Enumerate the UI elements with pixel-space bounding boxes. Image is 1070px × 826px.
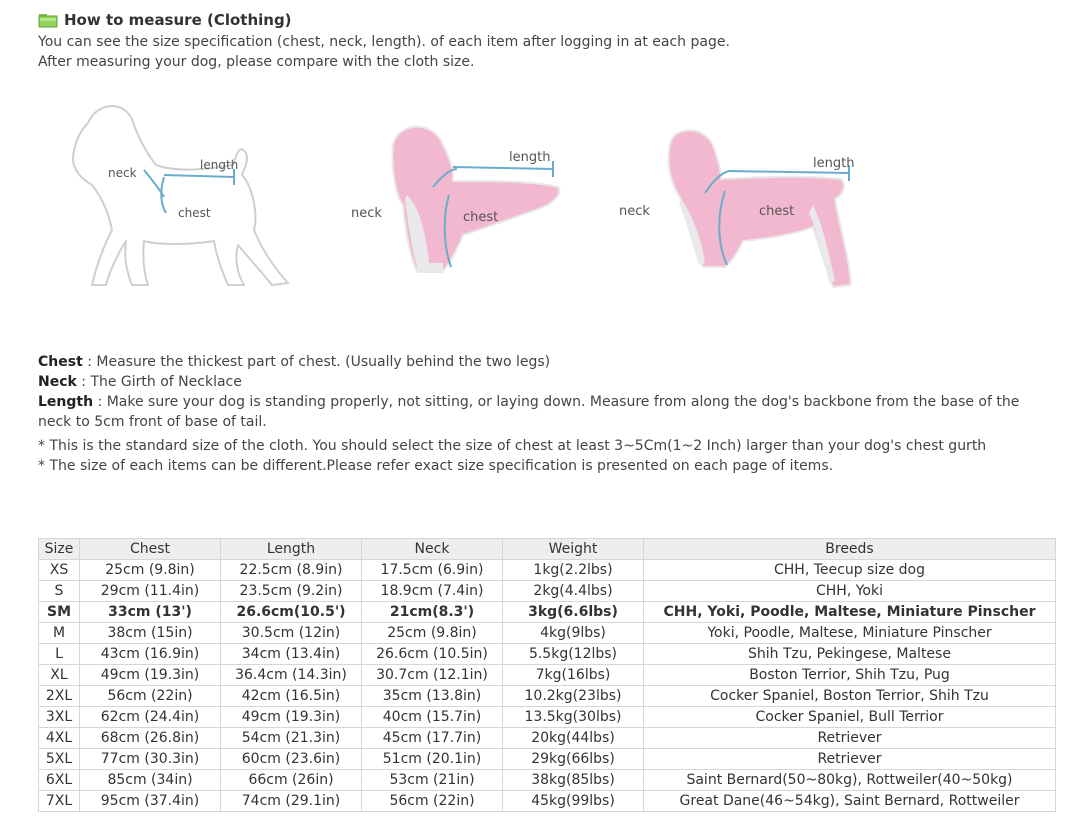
cell-weight: 10.2kg(23lbs) — [503, 686, 644, 707]
cell-weight: 38kg(85lbs) — [503, 770, 644, 791]
cell-weight: 7kg(16lbs) — [503, 665, 644, 686]
table-row — [39, 602, 1056, 623]
jumpsuit-chest-label: chest — [759, 204, 795, 219]
neck-text: : The Girth of Necklace — [76, 374, 242, 390]
cell-weight: 29kg(66lbs) — [503, 749, 644, 770]
table-row — [39, 728, 1056, 749]
cell-size: SM — [39, 602, 80, 623]
cell-breeds: CHH, Yoki — [644, 581, 1056, 602]
header-chest: Chest — [80, 539, 221, 560]
table-row — [39, 644, 1056, 665]
cell-neck: 53cm (21in) — [362, 770, 503, 791]
folder-icon — [38, 12, 58, 28]
dog-chest-label: chest — [178, 206, 211, 220]
cell-chest: 77cm (30.3in) — [80, 749, 221, 770]
cell-breeds: Retriever — [644, 749, 1056, 770]
cell-size: 7XL — [39, 791, 80, 812]
table-row — [39, 707, 1056, 728]
header-breeds: Breeds — [644, 539, 1056, 560]
cell-size: S — [39, 581, 80, 602]
cell-neck: 25cm (9.8in) — [362, 623, 503, 644]
jumpsuit-length-label: length — [813, 156, 855, 171]
cell-weight: 20kg(44lbs) — [503, 728, 644, 749]
neck-definition — [38, 372, 1038, 392]
cell-weight: 4kg(9lbs) — [503, 623, 644, 644]
cell-breeds: Saint Bernard(50~80kg), Rottweiler(40~50kg) — [644, 770, 1056, 791]
size-table-header — [39, 539, 1056, 560]
length-definition — [38, 392, 1038, 432]
cell-chest: 29cm (11.4in) — [80, 581, 221, 602]
note-size-varies: * The size of each items can be different.Please refer exact size specification is presented on each page of items. — [38, 458, 834, 474]
cell-chest: 33cm (13') — [80, 602, 221, 623]
cell-size: 3XL — [39, 707, 80, 728]
table-row — [39, 623, 1056, 644]
cell-length: 22.5cm (8.9in) — [221, 560, 362, 581]
table-row — [39, 560, 1056, 581]
note-standard-size: * This is the standard size of the cloth. You should select the size of chest at least 3~5Cm(1~2 Inch) larger than your dog's chest gurth — [38, 438, 987, 454]
dog-neck-label: neck — [108, 166, 137, 180]
cell-length: 74cm (29.1in) — [221, 791, 362, 812]
header-neck: Neck — [362, 539, 503, 560]
cell-neck: 26.6cm (10.5in) — [362, 644, 503, 665]
cell-neck: 56cm (22in) — [362, 791, 503, 812]
intro-line-1: You can see the size specification (chest, neck, length). of each item after logging in at each page. — [38, 34, 730, 50]
cell-neck: 30.7cm (12.1in) — [362, 665, 503, 686]
cell-neck: 40cm (15.7in) — [362, 707, 503, 728]
cell-breeds: Great Dane(46~54kg), Saint Bernard, Rottweiler — [644, 791, 1056, 812]
cell-breeds: CHH, Teecup size dog — [644, 560, 1056, 581]
vest-neck-label: neck — [351, 206, 382, 221]
notes — [38, 436, 1038, 476]
cell-neck: 21cm(8.3') — [362, 602, 503, 623]
measurement-figures — [38, 95, 1038, 305]
header-length: Length — [221, 539, 362, 560]
table-row — [39, 770, 1056, 791]
cell-size: M — [39, 623, 80, 644]
cell-size: 4XL — [39, 728, 80, 749]
measurement-definitions — [38, 352, 1038, 476]
intro-line-2: After measuring your dog, please compare with the cloth size. — [38, 54, 475, 70]
cell-chest: 43cm (16.9in) — [80, 644, 221, 665]
vest-length-label: length — [509, 150, 551, 165]
cell-chest: 68cm (26.8in) — [80, 728, 221, 749]
cell-chest: 95cm (37.4in) — [80, 791, 221, 812]
cell-size: 5XL — [39, 749, 80, 770]
chest-text: : Measure the thickest part of chest. (Usually behind the two legs) — [82, 354, 551, 370]
cell-size: 2XL — [39, 686, 80, 707]
dog-outline-figure — [48, 95, 318, 295]
cell-breeds: CHH, Yoki, Poodle, Maltese, Miniature Pinscher — [644, 602, 1056, 623]
table-row — [39, 791, 1056, 812]
cell-size: XL — [39, 665, 80, 686]
cell-length: 60cm (23.6in) — [221, 749, 362, 770]
cell-weight: 2kg(4.4lbs) — [503, 581, 644, 602]
cell-size: L — [39, 644, 80, 665]
title-row — [38, 9, 1058, 31]
cell-length: 36.4cm (14.3in) — [221, 665, 362, 686]
table-row — [39, 581, 1056, 602]
cell-length: 42cm (16.5in) — [221, 686, 362, 707]
cell-breeds: Shih Tzu, Pekingese, Maltese — [644, 644, 1056, 665]
cell-length: 34cm (13.4in) — [221, 644, 362, 665]
cell-neck: 18.9cm (7.4in) — [362, 581, 503, 602]
cell-length: 23.5cm (9.2in) — [221, 581, 362, 602]
length-term: Length — [38, 394, 94, 410]
table-row — [39, 686, 1056, 707]
cell-length: 30.5cm (12in) — [221, 623, 362, 644]
cell-size: 6XL — [39, 770, 80, 791]
page-title: How to measure (Clothing) — [64, 11, 292, 29]
cell-weight: 1kg(2.2lbs) — [503, 560, 644, 581]
cell-length: 54cm (21.3in) — [221, 728, 362, 749]
header-weight: Weight — [503, 539, 644, 560]
cell-breeds: Cocker Spaniel, Bull Terrior — [644, 707, 1056, 728]
neck-term: Neck — [38, 374, 77, 390]
chest-term: Chest — [38, 354, 83, 370]
cell-weight: 5.5kg(12lbs) — [503, 644, 644, 665]
cell-neck: 17.5cm (6.9in) — [362, 560, 503, 581]
cell-weight: 45kg(99lbs) — [503, 791, 644, 812]
cell-breeds: Boston Terrior, Shih Tzu, Pug — [644, 665, 1056, 686]
cell-neck: 35cm (13.8in) — [362, 686, 503, 707]
header-size: Size — [39, 539, 80, 560]
cell-neck: 45cm (17.7in) — [362, 728, 503, 749]
cell-chest: 85cm (34in) — [80, 770, 221, 791]
cell-length: 66cm (26in) — [221, 770, 362, 791]
cell-chest: 38cm (15in) — [80, 623, 221, 644]
vest-figure — [343, 95, 603, 295]
jumpsuit-figure — [613, 95, 893, 295]
cell-breeds: Yoki, Poodle, Maltese, Miniature Pinscher — [644, 623, 1056, 644]
header — [38, 9, 1058, 72]
dog-length-label: length — [200, 158, 239, 172]
cell-weight: 3kg(6.6lbs) — [503, 602, 644, 623]
table-row — [39, 749, 1056, 770]
cell-breeds: Cocker Spaniel, Boston Terrior, Shih Tzu — [644, 686, 1056, 707]
size-table-body — [39, 560, 1056, 812]
length-text: : Make sure your dog is standing properly, not sitting, or laying down. Measure from along the dog's backbone from the base of the neck to 5cm front of base of tail. — [38, 394, 1020, 430]
cell-weight: 13.5kg(30lbs) — [503, 707, 644, 728]
cell-chest: 62cm (24.4in) — [80, 707, 221, 728]
cell-size: XS — [39, 560, 80, 581]
cell-neck: 51cm (20.1in) — [362, 749, 503, 770]
cell-breeds: Retriever — [644, 728, 1056, 749]
cell-chest: 56cm (22in) — [80, 686, 221, 707]
cell-length: 49cm (19.3in) — [221, 707, 362, 728]
vest-chest-label: chest — [463, 210, 499, 225]
cell-chest: 25cm (9.8in) — [80, 560, 221, 581]
cell-chest: 49cm (19.3in) — [80, 665, 221, 686]
table-row — [39, 665, 1056, 686]
size-table — [38, 538, 1056, 812]
jumpsuit-neck-label: neck — [619, 204, 650, 219]
cell-length: 26.6cm(10.5') — [221, 602, 362, 623]
chest-definition — [38, 352, 1038, 372]
